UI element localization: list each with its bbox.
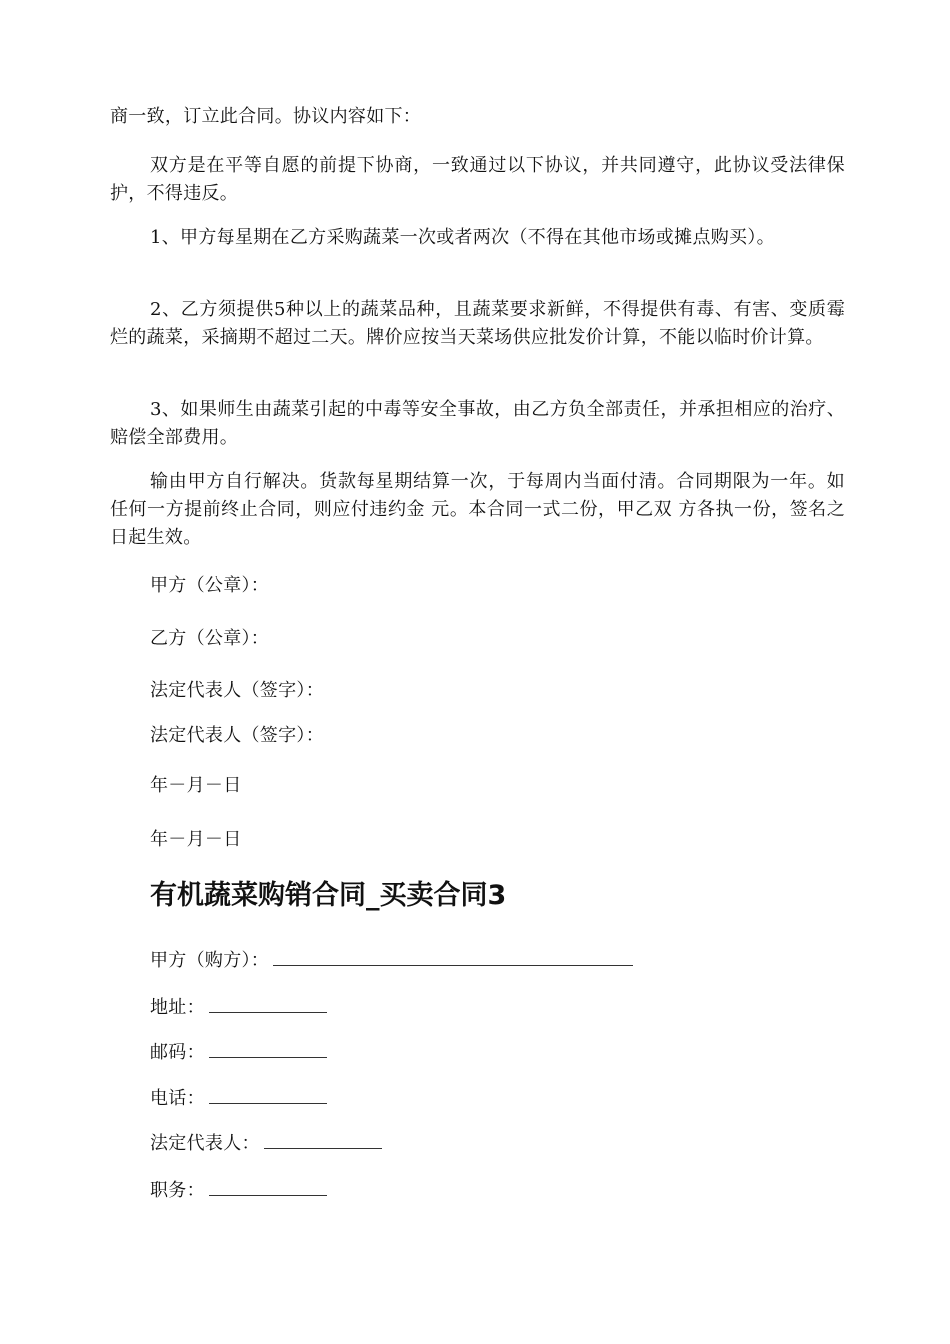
- buyer-label: 甲方（购方）：: [150, 950, 270, 971]
- paragraph-clause-1: 1、甲方每星期在乙方采购蔬菜一次或者两次（不得在其他市场或摊点购买）。: [150, 227, 775, 248]
- legal-rep-sign-a: 法定代表人（签字）：: [150, 680, 324, 701]
- section-title: 有机蔬菜购销合同_买卖合同3: [150, 880, 507, 911]
- phone-blank[interactable]: [209, 1083, 327, 1104]
- position-blank[interactable]: [209, 1175, 327, 1196]
- date-line-a: 年－月－日: [150, 775, 242, 796]
- paragraph-clause-3: 3、如果师生由蔬菜引起的中毒等安全事故，由乙方负全部责任，并承担相应的治疗、赔偿全部费用。: [110, 399, 845, 448]
- position-label: 职务：: [150, 1180, 205, 1201]
- paragraph-agreement: 双方是在平等自愿的前提下协商，一致通过以下协议，并共同遵守，此协议受法律保护，不得违反。: [110, 155, 845, 204]
- date-line-b: 年－月－日: [150, 829, 242, 850]
- party-a-seal: 甲方（公章）：: [150, 575, 270, 596]
- position-field: [150, 1175, 327, 1205]
- address-field: [150, 992, 327, 1022]
- paragraph-payment: 输由甲方自行解决。货款每星期结算一次，于每周内当面付清。合同期限为一年。如任何一方提前终止合同，则应付违约金 元。本合同一式二份，甲乙双 方各执一份，签名之日起生效。: [110, 471, 845, 548]
- phone-label: 电话：: [150, 1088, 205, 1109]
- legal-rep-field: [150, 1128, 382, 1158]
- legal-rep-sign-b: 法定代表人（签字）：: [150, 725, 324, 746]
- postcode-blank[interactable]: [209, 1037, 327, 1058]
- legal-rep-label: 法定代表人：: [150, 1133, 260, 1154]
- paragraph-intro: 商一致，订立此合同。协议内容如下：: [110, 106, 422, 127]
- address-blank[interactable]: [209, 992, 327, 1013]
- buyer-blank[interactable]: [273, 945, 633, 966]
- postcode-label: 邮码：: [150, 1042, 205, 1063]
- phone-field: [150, 1083, 327, 1113]
- party-b-seal: 乙方（公章）：: [150, 628, 270, 649]
- postcode-field: [150, 1037, 327, 1067]
- buyer-field: [150, 945, 633, 975]
- legal-rep-blank[interactable]: [264, 1128, 382, 1149]
- paragraph-clause-2: 2、乙方须提供5种以上的蔬菜品种，且蔬菜要求新鲜，不得提供有毒、有害、变质霉烂的蔬菜，采摘期不超过二天。牌价应按当天菜场供应批发价计算，不能以临时价计算。: [110, 299, 845, 348]
- address-label: 地址：: [150, 997, 205, 1018]
